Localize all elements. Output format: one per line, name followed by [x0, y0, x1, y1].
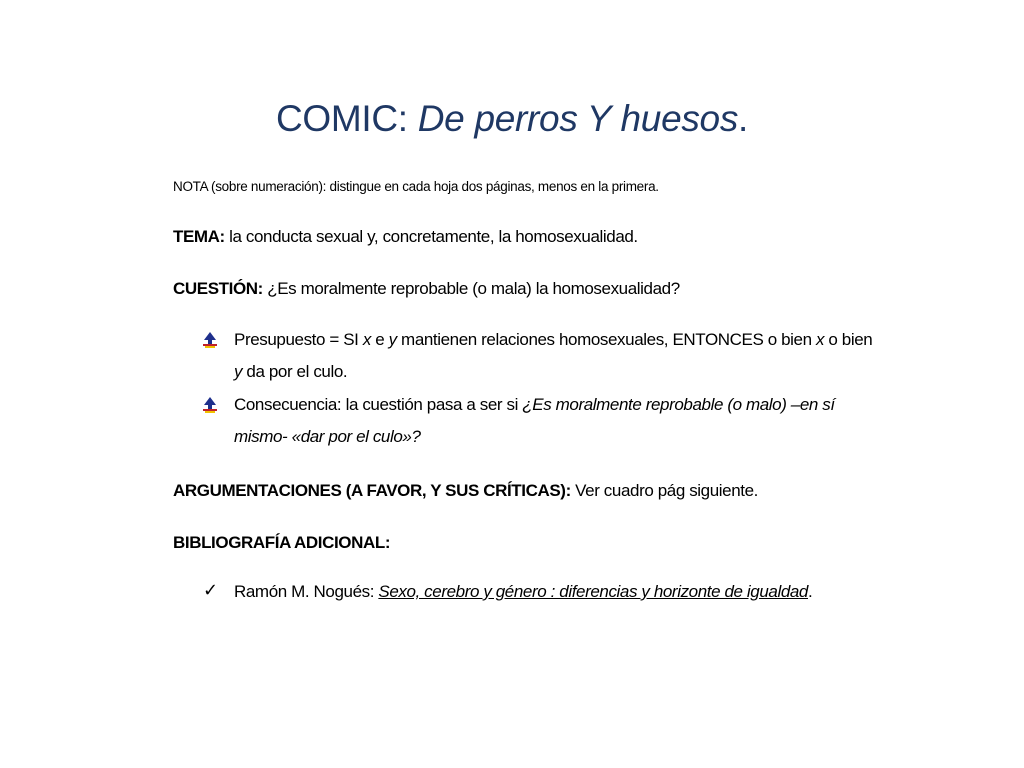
consecuencia-text: Consecuencia: la cuestión pasa a ser si — [234, 395, 523, 414]
bibliografia-item — [234, 582, 812, 602]
presupuesto-text-1: Presupuesto = SI — [234, 330, 363, 349]
title-italic: De perros Y huesos — [417, 98, 739, 139]
var-y-2: y — [234, 362, 243, 381]
page-title — [0, 98, 1024, 140]
consecuencia-line-2: mismo- «dar por el culo»? — [234, 427, 421, 446]
title-suffix: . — [738, 98, 749, 139]
arrow-bullet-icon — [200, 395, 220, 415]
consecuencia-question-1: ¿Es moralmente reprobable (o malo) –en sí — [522, 395, 835, 414]
var-x: x — [362, 330, 371, 349]
checkmark-icon: ✓ — [203, 580, 219, 601]
tema-line — [173, 227, 638, 247]
var-y: y — [388, 330, 397, 349]
presupuesto-line-2 — [234, 362, 347, 382]
argumentaciones-line — [173, 481, 758, 501]
var-x-2: x — [815, 330, 825, 349]
arrow-bullet-icon — [200, 330, 220, 350]
presupuesto-text-4: o bien — [824, 330, 873, 349]
consecuencia-line-1 — [234, 395, 835, 415]
presupuesto-line-1 — [234, 330, 872, 350]
cuestion-line — [173, 279, 680, 299]
argumentaciones-label: ARGUMENTACIONES (A FAVOR, Y SUS CRÍTICAS): — [173, 481, 571, 500]
argumentaciones-text: Ver cuadro pág siguiente. — [570, 481, 758, 500]
tema-label: TEMA: — [173, 227, 225, 246]
bibliografia-book-title: Sexo, cerebro y género : diferencias y horizonte de igualdad — [378, 582, 808, 601]
bibliografia-end: . — [808, 582, 813, 601]
nota-text: NOTA (sobre numeración): distingue en cada hoja dos páginas, menos en la primera. — [173, 179, 659, 194]
presupuesto-text-2: e — [370, 330, 389, 349]
title-prefix: COMIC: — [275, 98, 418, 139]
tema-text: la conducta sexual y, concretamente, la homosexualidad. — [224, 227, 638, 246]
bibliografia-author: Ramón M. Nogués: — [234, 582, 379, 601]
presupuesto-text-3: mantienen relaciones homosexuales, ENTONCES o bien — [396, 330, 816, 349]
cuestion-label: CUESTIÓN: — [173, 279, 263, 298]
bibliografia-label: BIBLIOGRAFÍA ADICIONAL: — [173, 533, 391, 552]
cuestion-text: ¿Es moralmente reprobable (o mala) la homosexualidad? — [262, 279, 680, 298]
presupuesto-text-5: da por el culo. — [242, 362, 348, 381]
